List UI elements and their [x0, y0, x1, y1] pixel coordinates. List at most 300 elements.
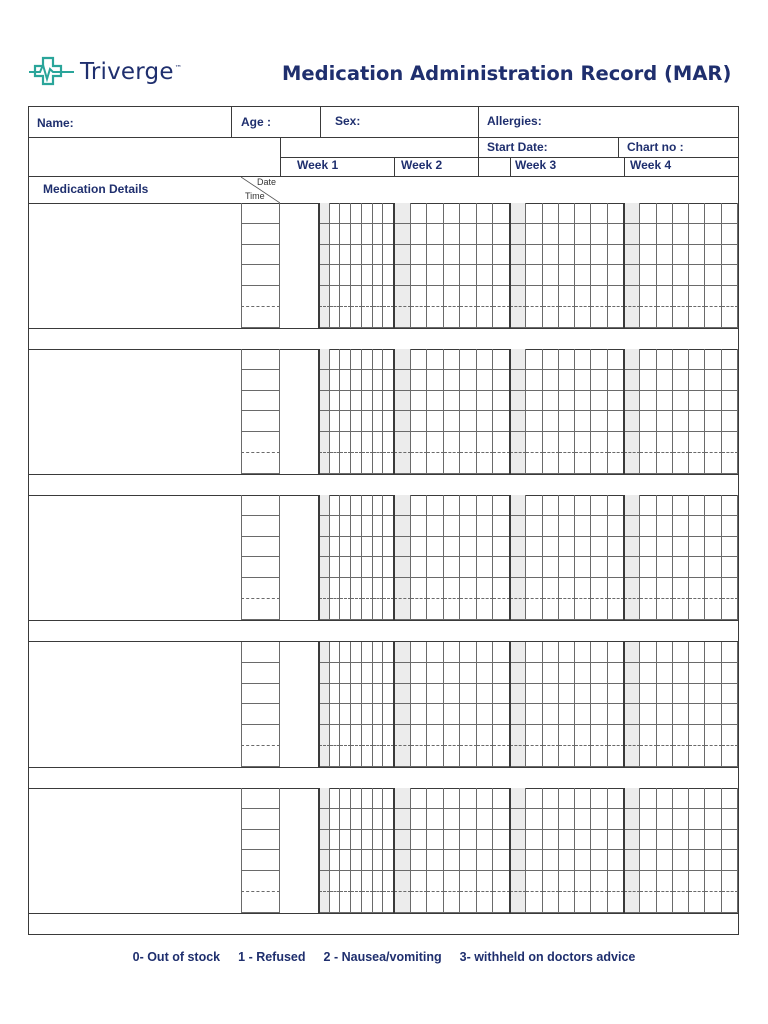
time-cell[interactable]: [241, 516, 280, 537]
dose-cell[interactable]: [526, 432, 542, 453]
dose-cell[interactable]: [330, 411, 341, 432]
dose-cell[interactable]: [427, 307, 444, 328]
dose-cell[interactable]: [624, 391, 640, 412]
dose-cell[interactable]: [591, 642, 607, 663]
dose-cell[interactable]: [340, 516, 351, 537]
dose-cell[interactable]: [575, 788, 591, 809]
dose-cell[interactable]: [705, 684, 721, 705]
dose-cell[interactable]: [526, 788, 542, 809]
dose-cell[interactable]: [373, 432, 384, 453]
dose-cell[interactable]: [510, 663, 526, 684]
dose-cell[interactable]: [394, 892, 411, 913]
dose-cell[interactable]: [444, 642, 461, 663]
time-cell[interactable]: [241, 245, 280, 266]
dose-cell[interactable]: [673, 850, 689, 871]
dose-cell[interactable]: [394, 453, 411, 474]
dose-cell[interactable]: [362, 830, 373, 851]
dose-cell[interactable]: [330, 725, 341, 746]
dose-cell[interactable]: [460, 809, 477, 830]
dose-cell[interactable]: [591, 245, 607, 266]
dose-cell[interactable]: [444, 892, 461, 913]
chart-no-field[interactable]: [622, 138, 736, 156]
dose-cell[interactable]: [608, 704, 624, 725]
dose-cell[interactable]: [362, 892, 373, 913]
dose-cell[interactable]: [477, 245, 494, 266]
medication-details-field[interactable]: [29, 788, 241, 913]
dose-cell[interactable]: [444, 871, 461, 892]
dose-cell[interactable]: [591, 746, 607, 767]
dose-cell[interactable]: [657, 307, 673, 328]
dose-cell[interactable]: [640, 809, 656, 830]
dose-cell[interactable]: [373, 684, 384, 705]
dose-cell[interactable]: [427, 453, 444, 474]
dose-cell[interactable]: [640, 725, 656, 746]
dose-cell[interactable]: [362, 704, 373, 725]
dose-cell[interactable]: [543, 203, 559, 224]
dose-cell[interactable]: [427, 704, 444, 725]
dose-cell[interactable]: [575, 453, 591, 474]
dose-cell[interactable]: [362, 265, 373, 286]
dose-cell[interactable]: [319, 684, 330, 705]
dose-cell[interactable]: [591, 411, 607, 432]
dose-cell[interactable]: [319, 516, 330, 537]
dose-cell[interactable]: [657, 850, 673, 871]
dose-cell[interactable]: [340, 411, 351, 432]
dose-cell[interactable]: [705, 391, 721, 412]
dose-cell[interactable]: [340, 349, 351, 370]
dose-cell[interactable]: [640, 370, 656, 391]
dose-cell[interactable]: [608, 725, 624, 746]
dose-cell[interactable]: [493, 850, 510, 871]
dose-cell[interactable]: [624, 245, 640, 266]
dose-cell[interactable]: [624, 411, 640, 432]
dose-cell[interactable]: [411, 349, 428, 370]
dose-cell[interactable]: [427, 537, 444, 558]
dose-cell[interactable]: [575, 370, 591, 391]
dose-cell[interactable]: [510, 495, 526, 516]
dose-cell[interactable]: [722, 704, 738, 725]
dose-cell[interactable]: [526, 684, 542, 705]
dose-cell[interactable]: [559, 642, 575, 663]
dose-cell[interactable]: [689, 578, 705, 599]
dose-cell[interactable]: [330, 704, 341, 725]
dose-cell[interactable]: [427, 663, 444, 684]
dose-cell[interactable]: [510, 725, 526, 746]
dose-cell[interactable]: [575, 746, 591, 767]
dose-cell[interactable]: [640, 516, 656, 537]
dose-cell[interactable]: [575, 892, 591, 913]
dose-cell[interactable]: [394, 370, 411, 391]
dose-cell[interactable]: [705, 349, 721, 370]
dose-cell[interactable]: [319, 203, 330, 224]
dose-cell[interactable]: [394, 391, 411, 412]
dose-cell[interactable]: [575, 578, 591, 599]
dose-cell[interactable]: [427, 495, 444, 516]
dose-cell[interactable]: [351, 411, 362, 432]
dose-cell[interactable]: [526, 245, 542, 266]
dose-cell[interactable]: [640, 830, 656, 851]
dose-cell[interactable]: [608, 871, 624, 892]
dose-cell[interactable]: [705, 809, 721, 830]
dose-cell[interactable]: [460, 495, 477, 516]
dose-cell[interactable]: [624, 871, 640, 892]
dose-cell[interactable]: [351, 684, 362, 705]
dose-cell[interactable]: [526, 307, 542, 328]
dose-cell[interactable]: [657, 788, 673, 809]
dose-cell[interactable]: [657, 599, 673, 620]
dose-cell[interactable]: [444, 453, 461, 474]
dose-cell[interactable]: [543, 537, 559, 558]
dose-cell[interactable]: [373, 663, 384, 684]
dose-cell[interactable]: [510, 224, 526, 245]
dose-cell[interactable]: [340, 892, 351, 913]
dose-cell[interactable]: [351, 370, 362, 391]
dose-cell[interactable]: [526, 704, 542, 725]
dose-cell[interactable]: [493, 830, 510, 851]
dose-cell[interactable]: [657, 495, 673, 516]
dose-cell[interactable]: [689, 432, 705, 453]
dose-cell[interactable]: [559, 788, 575, 809]
dose-cell[interactable]: [543, 391, 559, 412]
dose-cell[interactable]: [543, 599, 559, 620]
dose-cell[interactable]: [427, 203, 444, 224]
dose-cell[interactable]: [640, 746, 656, 767]
dose-cell[interactable]: [543, 850, 559, 871]
dose-cell[interactable]: [330, 391, 341, 412]
dose-cell[interactable]: [640, 391, 656, 412]
dose-cell[interactable]: [444, 391, 461, 412]
dose-cell[interactable]: [608, 599, 624, 620]
dose-cell[interactable]: [319, 224, 330, 245]
dose-cell[interactable]: [559, 684, 575, 705]
dose-cell[interactable]: [689, 892, 705, 913]
dose-cell[interactable]: [673, 557, 689, 578]
dose-cell[interactable]: [722, 391, 738, 412]
dose-cell[interactable]: [591, 557, 607, 578]
dose-cell[interactable]: [559, 370, 575, 391]
dose-cell[interactable]: [330, 245, 341, 266]
dose-cell[interactable]: [673, 537, 689, 558]
dose-cell[interactable]: [394, 663, 411, 684]
dose-cell[interactable]: [673, 599, 689, 620]
dose-cell[interactable]: [657, 432, 673, 453]
dose-cell[interactable]: [624, 453, 640, 474]
time-cell[interactable]: [241, 809, 280, 830]
dose-cell[interactable]: [705, 453, 721, 474]
dose-cell[interactable]: [411, 265, 428, 286]
dose-cell[interactable]: [460, 265, 477, 286]
dose-cell[interactable]: [689, 684, 705, 705]
dose-cell[interactable]: [510, 349, 526, 370]
time-cell[interactable]: [241, 788, 280, 809]
dose-cell[interactable]: [351, 307, 362, 328]
dose-cell[interactable]: [319, 642, 330, 663]
dose-cell[interactable]: [608, 684, 624, 705]
dose-cell[interactable]: [362, 725, 373, 746]
dose-cell[interactable]: [340, 224, 351, 245]
dose-cell[interactable]: [608, 224, 624, 245]
dose-cell[interactable]: [510, 245, 526, 266]
dose-cell[interactable]: [624, 432, 640, 453]
dose-cell[interactable]: [411, 411, 428, 432]
dose-cell[interactable]: [351, 746, 362, 767]
dose-cell[interactable]: [591, 495, 607, 516]
dose-cell[interactable]: [624, 642, 640, 663]
dose-cell[interactable]: [705, 642, 721, 663]
dose-cell[interactable]: [559, 599, 575, 620]
name-field[interactable]: [37, 111, 227, 135]
dose-cell[interactable]: [722, 830, 738, 851]
dose-cell[interactable]: [460, 663, 477, 684]
dose-cell[interactable]: [373, 537, 384, 558]
dose-cell[interactable]: [427, 684, 444, 705]
dose-cell[interactable]: [444, 245, 461, 266]
dose-cell[interactable]: [640, 224, 656, 245]
dose-cell[interactable]: [608, 265, 624, 286]
dose-cell[interactable]: [477, 307, 494, 328]
dose-cell[interactable]: [510, 557, 526, 578]
dose-cell[interactable]: [427, 349, 444, 370]
dose-cell[interactable]: [591, 370, 607, 391]
dose-cell[interactable]: [624, 892, 640, 913]
dose-cell[interactable]: [411, 495, 428, 516]
dose-cell[interactable]: [340, 245, 351, 266]
dose-cell[interactable]: [608, 307, 624, 328]
dose-cell[interactable]: [460, 599, 477, 620]
dose-cell[interactable]: [673, 411, 689, 432]
dose-cell[interactable]: [526, 265, 542, 286]
dose-cell[interactable]: [340, 307, 351, 328]
dose-cell[interactable]: [559, 871, 575, 892]
dose-cell[interactable]: [330, 809, 341, 830]
dose-cell[interactable]: [722, 871, 738, 892]
dose-cell[interactable]: [722, 307, 738, 328]
dose-cell[interactable]: [624, 746, 640, 767]
dose-cell[interactable]: [575, 871, 591, 892]
dose-cell[interactable]: [351, 224, 362, 245]
dose-cell[interactable]: [608, 286, 624, 307]
dose-cell[interactable]: [444, 349, 461, 370]
dose-cell[interactable]: [624, 495, 640, 516]
dose-cell[interactable]: [640, 495, 656, 516]
dose-cell[interactable]: [340, 684, 351, 705]
dose-cell[interactable]: [319, 537, 330, 558]
dose-cell[interactable]: [394, 850, 411, 871]
dose-cell[interactable]: [591, 830, 607, 851]
dose-cell[interactable]: [624, 704, 640, 725]
dose-cell[interactable]: [394, 307, 411, 328]
dose-cell[interactable]: [319, 578, 330, 599]
dose-cell[interactable]: [640, 704, 656, 725]
dose-cell[interactable]: [362, 203, 373, 224]
dose-cell[interactable]: [722, 557, 738, 578]
dose-cell[interactable]: [340, 432, 351, 453]
dose-cell[interactable]: [351, 788, 362, 809]
dose-cell[interactable]: [493, 892, 510, 913]
dose-cell[interactable]: [330, 578, 341, 599]
dose-cell[interactable]: [543, 307, 559, 328]
dose-cell[interactable]: [477, 578, 494, 599]
dose-cell[interactable]: [477, 704, 494, 725]
dose-cell[interactable]: [689, 830, 705, 851]
dose-cell[interactable]: [673, 203, 689, 224]
dose-cell[interactable]: [330, 432, 341, 453]
dose-cell[interactable]: [330, 599, 341, 620]
dose-cell[interactable]: [640, 453, 656, 474]
dose-cell[interactable]: [394, 411, 411, 432]
dose-cell[interactable]: [510, 307, 526, 328]
dose-cell[interactable]: [460, 557, 477, 578]
dose-cell[interactable]: [575, 265, 591, 286]
dose-cell[interactable]: [340, 746, 351, 767]
dose-cell[interactable]: [624, 850, 640, 871]
dose-cell[interactable]: [444, 578, 461, 599]
dose-cell[interactable]: [575, 663, 591, 684]
dose-cell[interactable]: [526, 224, 542, 245]
dose-cell[interactable]: [394, 725, 411, 746]
dose-cell[interactable]: [340, 725, 351, 746]
dose-cell[interactable]: [705, 746, 721, 767]
time-cell[interactable]: [241, 725, 280, 746]
time-cell[interactable]: [241, 746, 280, 767]
dose-cell[interactable]: [575, 704, 591, 725]
dose-cell[interactable]: [493, 224, 510, 245]
dose-cell[interactable]: [373, 391, 384, 412]
dose-cell[interactable]: [330, 495, 341, 516]
dose-cell[interactable]: [477, 453, 494, 474]
dose-cell[interactable]: [493, 203, 510, 224]
dose-cell[interactable]: [460, 642, 477, 663]
dose-cell[interactable]: [493, 349, 510, 370]
dose-cell[interactable]: [640, 411, 656, 432]
dose-cell[interactable]: [575, 850, 591, 871]
dose-cell[interactable]: [373, 642, 384, 663]
sex-field[interactable]: [324, 111, 474, 135]
dose-cell[interactable]: [705, 788, 721, 809]
time-cell[interactable]: [241, 578, 280, 599]
dose-cell[interactable]: [657, 746, 673, 767]
dose-cell[interactable]: [411, 809, 428, 830]
dose-cell[interactable]: [510, 411, 526, 432]
dose-cell[interactable]: [657, 871, 673, 892]
dose-cell[interactable]: [640, 537, 656, 558]
dose-cell[interactable]: [444, 684, 461, 705]
dose-cell[interactable]: [591, 224, 607, 245]
dose-cell[interactable]: [427, 224, 444, 245]
dose-cell[interactable]: [394, 286, 411, 307]
dose-cell[interactable]: [722, 599, 738, 620]
dose-cell[interactable]: [477, 871, 494, 892]
dose-cell[interactable]: [394, 599, 411, 620]
dose-cell[interactable]: [526, 391, 542, 412]
dose-cell[interactable]: [559, 265, 575, 286]
dose-cell[interactable]: [373, 265, 384, 286]
dose-cell[interactable]: [608, 516, 624, 537]
dose-cell[interactable]: [640, 663, 656, 684]
dose-cell[interactable]: [559, 495, 575, 516]
dose-cell[interactable]: [526, 537, 542, 558]
dose-cell[interactable]: [351, 663, 362, 684]
dose-cell[interactable]: [319, 746, 330, 767]
dose-cell[interactable]: [526, 370, 542, 391]
dose-cell[interactable]: [460, 892, 477, 913]
dose-cell[interactable]: [575, 203, 591, 224]
dose-cell[interactable]: [394, 809, 411, 830]
dose-cell[interactable]: [559, 286, 575, 307]
dose-cell[interactable]: [493, 432, 510, 453]
dose-cell[interactable]: [689, 411, 705, 432]
dose-cell[interactable]: [608, 203, 624, 224]
dose-cell[interactable]: [608, 349, 624, 370]
dose-cell[interactable]: [657, 809, 673, 830]
dose-cell[interactable]: [722, 516, 738, 537]
dose-cell[interactable]: [722, 850, 738, 871]
dose-cell[interactable]: [657, 224, 673, 245]
dose-cell[interactable]: [591, 516, 607, 537]
dose-cell[interactable]: [411, 307, 428, 328]
dose-cell[interactable]: [411, 537, 428, 558]
dose-cell[interactable]: [362, 411, 373, 432]
dose-cell[interactable]: [722, 224, 738, 245]
dose-cell[interactable]: [444, 704, 461, 725]
dose-cell[interactable]: [411, 599, 428, 620]
dose-cell[interactable]: [543, 265, 559, 286]
dose-cell[interactable]: [330, 746, 341, 767]
dose-cell[interactable]: [460, 370, 477, 391]
dose-cell[interactable]: [427, 578, 444, 599]
dose-cell[interactable]: [657, 642, 673, 663]
dose-cell[interactable]: [510, 892, 526, 913]
dose-cell[interactable]: [394, 684, 411, 705]
dose-cell[interactable]: [543, 245, 559, 266]
dose-cell[interactable]: [705, 892, 721, 913]
dose-cell[interactable]: [673, 746, 689, 767]
dose-cell[interactable]: [543, 495, 559, 516]
dose-cell[interactable]: [624, 830, 640, 851]
dose-cell[interactable]: [444, 788, 461, 809]
dose-cell[interactable]: [444, 432, 461, 453]
dose-cell[interactable]: [705, 725, 721, 746]
dose-cell[interactable]: [351, 349, 362, 370]
dose-cell[interactable]: [559, 809, 575, 830]
dose-cell[interactable]: [319, 557, 330, 578]
dose-cell[interactable]: [394, 557, 411, 578]
dose-cell[interactable]: [608, 537, 624, 558]
dose-cell[interactable]: [411, 391, 428, 412]
dose-cell[interactable]: [394, 224, 411, 245]
dose-cell[interactable]: [351, 516, 362, 537]
dose-cell[interactable]: [493, 245, 510, 266]
dose-cell[interactable]: [444, 663, 461, 684]
dose-cell[interactable]: [477, 516, 494, 537]
dose-cell[interactable]: [319, 599, 330, 620]
dose-cell[interactable]: [477, 411, 494, 432]
dose-cell[interactable]: [640, 578, 656, 599]
dose-cell[interactable]: [689, 391, 705, 412]
dose-cell[interactable]: [591, 684, 607, 705]
dose-cell[interactable]: [657, 370, 673, 391]
dose-cell[interactable]: [689, 599, 705, 620]
dose-cell[interactable]: [351, 725, 362, 746]
dose-cell[interactable]: [705, 370, 721, 391]
dose-cell[interactable]: [351, 642, 362, 663]
dose-cell[interactable]: [330, 370, 341, 391]
dose-cell[interactable]: [640, 892, 656, 913]
dose-cell[interactable]: [493, 871, 510, 892]
dose-cell[interactable]: [444, 850, 461, 871]
dose-cell[interactable]: [493, 704, 510, 725]
dose-cell[interactable]: [477, 830, 494, 851]
